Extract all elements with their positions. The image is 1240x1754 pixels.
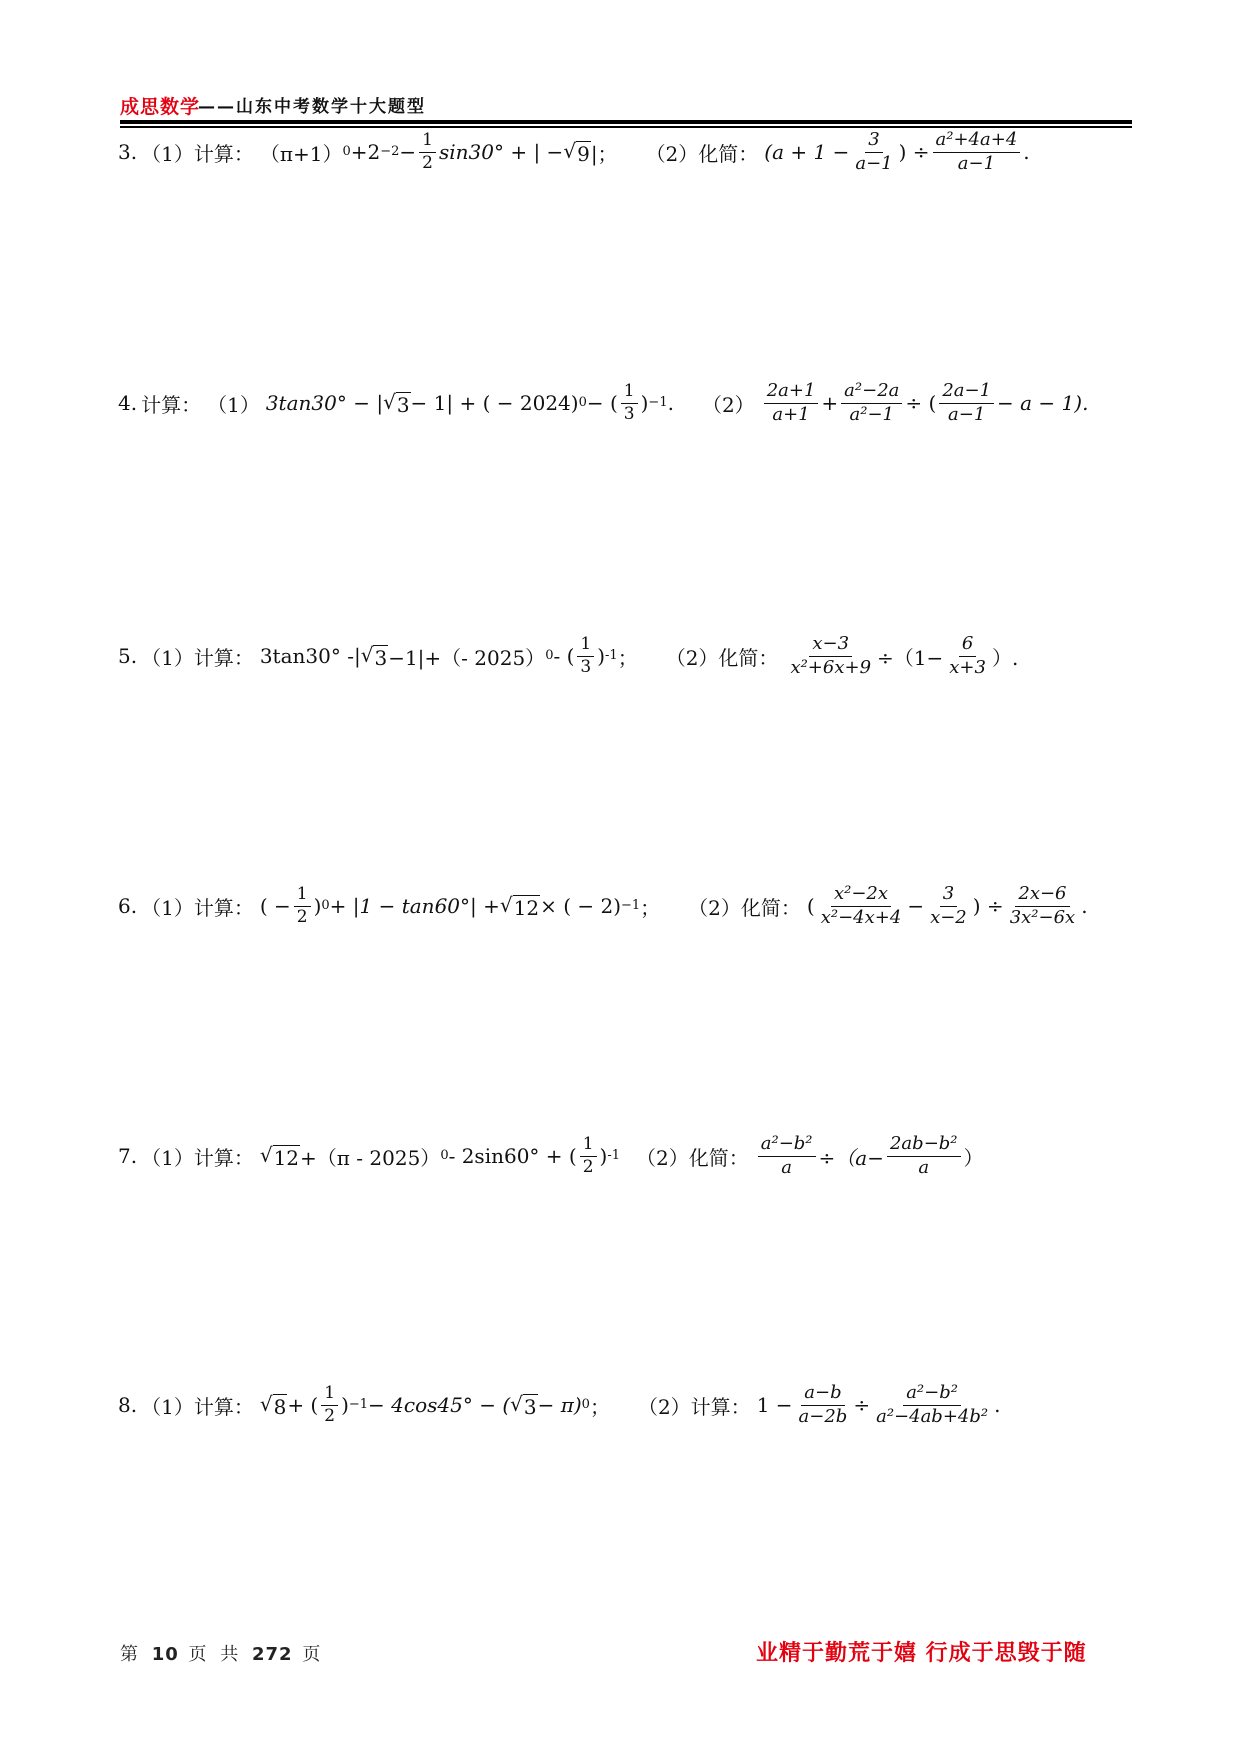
footer-text: 页 共	[188, 1644, 243, 1665]
footer-text: 第	[120, 1644, 142, 1665]
denominator: a	[918, 1156, 930, 1178]
problem-number: 5.	[118, 644, 138, 669]
expr-text: − 4cos45° − (	[368, 1393, 511, 1418]
page-total: 272	[252, 1644, 293, 1665]
expr-text: ）.	[991, 645, 1019, 670]
part-1-label: （1）	[207, 392, 260, 417]
fraction	[933, 131, 1021, 174]
fraction	[927, 885, 970, 928]
problem-number: 8.	[118, 1393, 138, 1418]
numerator: 2a−1	[939, 382, 994, 404]
expr-text: ÷（a−	[818, 1145, 884, 1170]
fraction	[818, 885, 905, 928]
numerator: 2x−6	[1015, 885, 1069, 907]
part-1-label: （1）计算：	[141, 645, 254, 670]
fraction	[841, 382, 902, 425]
problem-number: 7.	[118, 1144, 138, 1169]
expr-text: .	[667, 391, 674, 416]
denominator: 3	[623, 403, 635, 424]
brand-logo-text: 成思数学	[120, 96, 201, 118]
sqrt: √ 3	[360, 642, 388, 670]
numerator: 1	[321, 1385, 338, 1406]
instruction-label: 计算：	[141, 392, 202, 417]
expr-text: − 1| + ( − 2024)	[410, 391, 579, 416]
problem-5: 5. （1）计算： 3tan30° -| √ 3 −1|+（- 2025） 0 - ( $\frac{1}{3}$ ) -1 ； （2）化简： $\frac{x-3}{\text{x²+6x+9}}$ ÷（1− $\frac{6}{x+3}$ ）.	[118, 633, 1019, 678]
expr-text: .	[994, 1393, 1001, 1418]
expr-text: )	[599, 1144, 608, 1169]
denominator: x²−4x+4	[820, 906, 902, 928]
expr-text: .	[1081, 894, 1088, 919]
part-1-label: （1）计算：	[141, 1394, 254, 1419]
denominator: x−2	[930, 906, 967, 928]
expr-text: - 2sin60° + (	[448, 1144, 577, 1169]
expr-text: - (	[553, 644, 575, 669]
numerator: 1	[419, 132, 436, 153]
problem-8: 8. （1）计算： √ 8 + ( $\frac{1}{2}$ ) −1 − 4cos45° − ( √ 3 − π) 0 ； （2）计算： 1 − $\frac{a-b}{a-2b}$ ÷ $\frac{\text{a²−b²}}{\text{a²−4ab+4b²}}$ .	[118, 1382, 1001, 1427]
expr-text: 1 −	[756, 1393, 793, 1418]
part-2-label: （2）化简：	[636, 1145, 749, 1170]
numerator: 1	[580, 1136, 597, 1157]
expr-text: ) ÷	[972, 894, 1004, 919]
expr-text: + |1 − tan60°| +	[329, 894, 500, 919]
expr-text: )	[640, 391, 649, 416]
expr-text: |；	[590, 141, 618, 166]
expr-text: ÷ (	[905, 391, 937, 416]
numerator: x−3	[809, 635, 852, 657]
numerator: a²−b²	[903, 1384, 961, 1406]
part-2-label: （2）化简：	[645, 141, 759, 166]
fraction	[580, 1136, 597, 1177]
problem-4: 4. 计算： （1） 3tan30° − | √ 3 − 1| + ( − 2024) 0 − ( $\frac{1}{3}$ ) −1 . （2） $\frac{2a+1}{a+1}$ + $\frac{\text{a²−2a}}{\text{a²−1}}$ ÷ ( $\frac{2a-1}{a-1}$ − a − 1).	[118, 380, 1089, 425]
part-2-label: （2）	[701, 392, 755, 417]
expr-text: −1|+（- 2025）	[388, 645, 546, 670]
problem-number: 4.	[118, 391, 138, 416]
part-2-label: （2）化简：	[665, 645, 779, 670]
numerator: x²−2x	[831, 885, 891, 907]
numerator: 1	[621, 383, 638, 404]
part-2-label: （2）化简：	[688, 895, 801, 920]
sqrt: √ 12	[259, 1142, 300, 1170]
fraction	[577, 636, 594, 677]
fraction	[621, 383, 638, 424]
expr-text: ）	[963, 1145, 984, 1170]
denominator: a²−4ab+4b²	[876, 1405, 989, 1427]
expr-text: ÷（1−	[877, 645, 944, 670]
page-number: 10	[151, 1644, 179, 1665]
radicand: 12	[513, 895, 540, 920]
numerator: a²−2a	[841, 382, 902, 404]
fraction	[321, 1385, 338, 1426]
numerator: 1	[577, 636, 594, 657]
denominator: x²+6x+9	[790, 656, 872, 678]
part-2-label: （2）计算：	[637, 1394, 751, 1419]
numerator: 3	[865, 131, 882, 153]
header-rule-thick	[120, 120, 1132, 124]
expr-text: (	[806, 894, 815, 919]
expr-text: ÷	[853, 1393, 871, 1418]
radicand: 3	[374, 645, 388, 670]
fraction	[1007, 885, 1079, 928]
numerator: 1	[294, 886, 311, 907]
fraction	[419, 132, 436, 173]
denominator: a+1	[772, 403, 810, 425]
numerator: 2ab−b²	[887, 1135, 961, 1157]
denominator: a−1	[948, 403, 986, 425]
expr-text: sin30° + | −	[439, 140, 564, 165]
expr-text: )	[341, 1393, 349, 1418]
expr-text: ( −	[259, 894, 291, 919]
numerator: 2a+1	[764, 382, 819, 404]
denominator: a	[781, 1156, 792, 1178]
problem-number: 3.	[118, 140, 138, 165]
denominator: 3	[580, 656, 592, 677]
fraction	[796, 1384, 851, 1427]
denominator: a−1	[855, 152, 893, 174]
expr-text: +（π - 2025）	[300, 1145, 441, 1170]
expr-text: × ( − 2)	[540, 894, 621, 919]
sqrt: √ 3	[510, 1391, 537, 1419]
numerator: 3	[940, 885, 957, 907]
problem-3: 3. （1）计算： （π+1） 0 +2 −2 − $\frac{1}{2}$ sin30° + | − √ 9 |； （2）化简： (a + 1 − $\frac{3}{a-1}$ ) ÷ $\frac{\text{a²+4a+4}}{a-1}$ .	[118, 129, 1030, 174]
page-header	[120, 92, 1132, 132]
header-rule-thin	[120, 126, 1132, 128]
expr-text: −	[399, 140, 417, 165]
footer-motto: 业精于勤荒于嬉 行成于思毁于随	[756, 1641, 1087, 1666]
sqrt: √ 8	[259, 1391, 287, 1419]
denominator: a−2b	[798, 1405, 848, 1427]
sqrt: √ 12	[499, 892, 540, 920]
fraction	[887, 1135, 961, 1178]
fraction	[764, 382, 819, 425]
page-footer	[120, 1640, 324, 1666]
expr-text: )	[597, 644, 606, 669]
expr-text: ) ÷	[898, 140, 930, 165]
fraction	[939, 382, 994, 425]
fraction	[758, 1135, 816, 1178]
expr-text: − π)	[537, 1393, 582, 1418]
expr-text: − (	[586, 391, 618, 416]
fraction	[787, 635, 874, 678]
numerator: a²+4a+4	[933, 131, 1021, 153]
fraction	[873, 1384, 991, 1427]
numerator: a−b	[801, 1384, 844, 1406]
expr-text: ；	[617, 645, 638, 670]
expr-text: ；	[589, 1394, 610, 1419]
fraction	[946, 635, 989, 678]
expr-text: )	[313, 894, 322, 919]
fraction	[294, 886, 311, 927]
part-1-label: （1）计算：	[141, 1145, 254, 1170]
expr-text: 3tan30° -|	[259, 644, 361, 669]
denominator: 2	[296, 906, 308, 927]
expr-text: 3tan30° − |	[265, 391, 384, 416]
denominator: 2	[422, 152, 433, 173]
radicand: 8	[273, 1394, 287, 1419]
radicand: 3	[396, 392, 410, 417]
header-subtitle: ——山东中考数学十大题型	[198, 97, 426, 117]
expr-text: +2	[350, 140, 381, 165]
sqrt: √ 9	[563, 138, 590, 166]
problem-number: 6.	[118, 894, 138, 919]
denominator: 2	[582, 1156, 594, 1177]
expr-text: (a + 1 −	[764, 140, 850, 165]
radicand: 12	[273, 1145, 300, 1170]
denominator: a−1	[957, 152, 996, 174]
footer-text: 页	[302, 1644, 325, 1665]
sqrt: √ 3	[383, 389, 410, 417]
denominator: x+3	[949, 656, 986, 678]
radicand: 9	[577, 141, 590, 166]
numerator: a²−b²	[758, 1135, 816, 1157]
expr-text: −	[907, 894, 925, 919]
denominator: 2	[324, 1405, 336, 1426]
denominator: a²−1	[849, 403, 895, 425]
denominator: 3x²−6x	[1009, 906, 1076, 928]
fraction	[852, 131, 895, 174]
expr-text: +	[821, 391, 839, 416]
expr-text: .	[1023, 140, 1030, 165]
numerator: 6	[959, 635, 976, 657]
problem-6: 6. （1）计算： ( − $\frac{1}{2}$ ) 0 + |1 − tan60°| + √ 12 × ( − 2) −1 ； （2）化简： ( $\frac{\text{x²−2x}}{\text{x²−4x+4}}$ − $\frac{3}{x-2}$ ) ÷ $\frac{2x-6}{\text{3x²−6x}}$ .	[118, 883, 1088, 928]
problem-7: 7. （1）计算： √ 12 +（π - 2025） 0 - 2sin60° + ( $\frac{1}{2}$ ) -1 （2）化简： $\frac{\text{a²−b²}}{a}$ ÷（a− $\frac{\text{2ab−b²}}{a}$ ）	[118, 1133, 984, 1178]
expr-text: （π+1）	[259, 141, 343, 166]
expr-text: + (	[287, 1393, 319, 1418]
radicand: 3	[523, 1394, 537, 1419]
expr-text: − a − 1).	[997, 391, 1089, 416]
expr-text: ；	[640, 895, 661, 920]
part-1-label: （1）计算：	[141, 895, 254, 920]
part-1-label: （1）计算：	[141, 141, 254, 166]
